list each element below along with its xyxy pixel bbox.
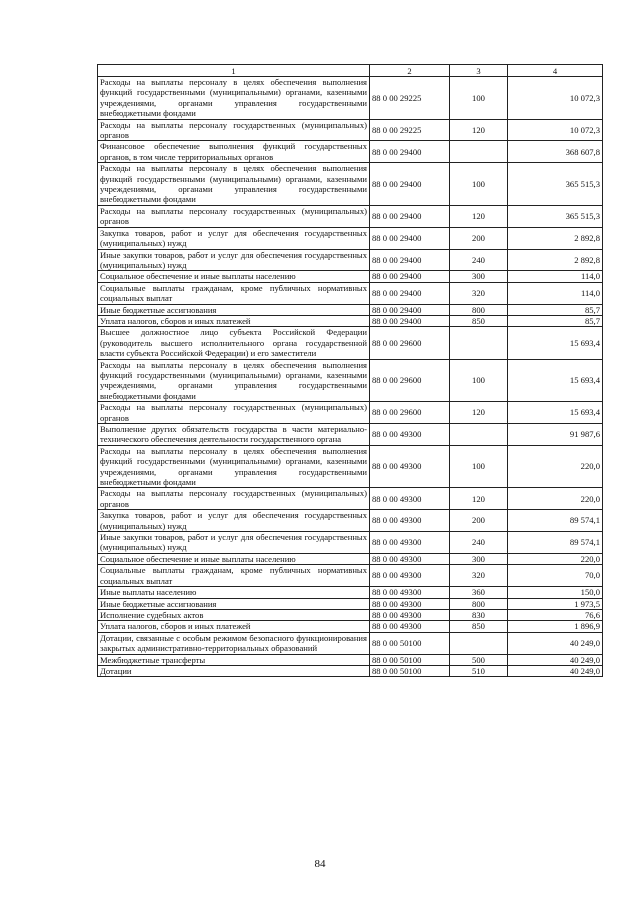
- table-row: [98, 141, 603, 163]
- row-expense-type-cell: 120: [450, 205, 508, 227]
- row-sum-cell: 40 249,0: [508, 665, 603, 676]
- table-row: [98, 665, 603, 676]
- row-code-cell: 88 0 00 29600: [370, 359, 450, 402]
- table-row: [98, 553, 603, 564]
- table-row: [98, 77, 603, 120]
- row-code-cell: 88 0 00 49300: [370, 532, 450, 554]
- row-sum-cell: 365 515,3: [508, 163, 603, 206]
- table-row: [98, 587, 603, 598]
- table-row: [98, 271, 603, 282]
- row-sum-cell: 1 896,9: [508, 621, 603, 632]
- row-expense-type-cell: 240: [450, 249, 508, 271]
- table-row: [98, 359, 603, 402]
- row-sum-cell: 40 249,0: [508, 654, 603, 665]
- row-code-cell: 88 0 00 50100: [370, 632, 450, 654]
- row-sum-cell: 368 607,8: [508, 141, 603, 163]
- table-row: [98, 315, 603, 326]
- table-row: [98, 510, 603, 532]
- row-expense-type-cell: 510: [450, 665, 508, 676]
- row-sum-cell: 89 574,1: [508, 532, 603, 554]
- row-sum-cell: 85,7: [508, 304, 603, 315]
- row-sum-cell: 150,0: [508, 587, 603, 598]
- table-row: [98, 227, 603, 249]
- row-sum-cell: 15 693,4: [508, 327, 603, 359]
- row-expense-type-cell: 100: [450, 359, 508, 402]
- row-code-cell: 88 0 00 29225: [370, 77, 450, 120]
- row-name-cell: Межбюджетные трансферты: [98, 654, 370, 665]
- row-name-cell: Социальное обеспечение и иные выплаты населению: [98, 553, 370, 564]
- row-sum-cell: 10 072,3: [508, 119, 603, 141]
- row-expense-type-cell: 360: [450, 587, 508, 598]
- row-sum-cell: 76,6: [508, 609, 603, 620]
- row-expense-type-cell: 300: [450, 553, 508, 564]
- row-name-cell: Расходы на выплаты персоналу в целях обеспечения выполнения функций государственными (муниципальными) органами, казенными учреждениями, органами управления государственными внебюджетными фондами: [98, 359, 370, 402]
- table-row: [98, 402, 603, 424]
- row-expense-type-cell: 320: [450, 565, 508, 587]
- row-code-cell: 88 0 00 29400: [370, 315, 450, 326]
- table-row: [98, 327, 603, 359]
- row-expense-type-cell: 100: [450, 77, 508, 120]
- table-row: [98, 598, 603, 609]
- row-code-cell: 88 0 00 49300: [370, 488, 450, 510]
- row-sum-cell: 91 987,6: [508, 424, 603, 446]
- table-row: [98, 609, 603, 620]
- row-sum-cell: 220,0: [508, 553, 603, 564]
- row-sum-cell: 220,0: [508, 445, 603, 488]
- row-code-cell: 88 0 00 29400: [370, 304, 450, 315]
- header-row: [98, 65, 603, 77]
- table-row: [98, 163, 603, 206]
- row-sum-cell: 365 515,3: [508, 205, 603, 227]
- row-sum-cell: 85,7: [508, 315, 603, 326]
- row-sum-cell: 15 693,4: [508, 402, 603, 424]
- row-name-cell: Иные выплаты населению: [98, 587, 370, 598]
- header-col-3: 3: [450, 65, 508, 77]
- row-sum-cell: 40 249,0: [508, 632, 603, 654]
- row-code-cell: 88 0 00 29400: [370, 227, 450, 249]
- row-sum-cell: 15 693,4: [508, 359, 603, 402]
- row-name-cell: Высшее должностное лицо субъекта Российской Федерации (руководитель высшего исполнительного органа государственной власти субъекта Российской Федерации) и его заместители: [98, 327, 370, 359]
- row-code-cell: 88 0 00 29600: [370, 402, 450, 424]
- row-code-cell: 88 0 00 49300: [370, 621, 450, 632]
- row-expense-type-cell: 500: [450, 654, 508, 665]
- row-expense-type-cell: 830: [450, 609, 508, 620]
- row-code-cell: 88 0 00 29400: [370, 249, 450, 271]
- row-code-cell: 88 0 00 49300: [370, 553, 450, 564]
- row-code-cell: 88 0 00 50100: [370, 654, 450, 665]
- row-expense-type-cell: 320: [450, 282, 508, 304]
- row-code-cell: 88 0 00 49300: [370, 587, 450, 598]
- row-name-cell: Иные закупки товаров, работ и услуг для обеспечения государственных (муниципальных) нужд: [98, 249, 370, 271]
- row-name-cell: Расходы на выплаты персоналу государственных (муниципальных) органов: [98, 119, 370, 141]
- row-name-cell: Уплата налогов, сборов и иных платежей: [98, 621, 370, 632]
- row-name-cell: Закупка товаров, работ и услуг для обеспечения государственных (муниципальных) нужд: [98, 510, 370, 532]
- row-expense-type-cell: 800: [450, 598, 508, 609]
- row-sum-cell: 10 072,3: [508, 77, 603, 120]
- row-expense-type-cell: [450, 141, 508, 163]
- table-row: [98, 249, 603, 271]
- row-expense-type-cell: 200: [450, 510, 508, 532]
- table-row: [98, 621, 603, 632]
- table-row: [98, 532, 603, 554]
- row-expense-type-cell: 120: [450, 119, 508, 141]
- row-name-cell: Расходы на выплаты персоналу в целях обеспечения выполнения функций государственными (муниципальными) органами, казенными учреждениями, органами управления государственными внебюджетными фондами: [98, 445, 370, 488]
- header-col-4: 4: [508, 65, 603, 77]
- row-code-cell: 88 0 00 49300: [370, 565, 450, 587]
- row-name-cell: Расходы на выплаты персоналу в целях обеспечения выполнения функций государственными (муниципальными) органами, казенными учреждениями, органами управления государственными внебюджетными фондами: [98, 163, 370, 206]
- row-code-cell: 88 0 00 49300: [370, 609, 450, 620]
- table-row: [98, 632, 603, 654]
- row-name-cell: Закупка товаров, работ и услуг для обеспечения государственных (муниципальных) нужд: [98, 227, 370, 249]
- row-name-cell: Расходы на выплаты персоналу государственных (муниципальных) органов: [98, 402, 370, 424]
- row-code-cell: 88 0 00 29400: [370, 163, 450, 206]
- row-expense-type-cell: 800: [450, 304, 508, 315]
- row-name-cell: Расходы на выплаты персоналу государственных (муниципальных) органов: [98, 205, 370, 227]
- row-name-cell: Уплата налогов, сборов и иных платежей: [98, 315, 370, 326]
- row-expense-type-cell: 850: [450, 315, 508, 326]
- row-code-cell: 88 0 00 49300: [370, 598, 450, 609]
- table-row: [98, 445, 603, 488]
- row-sum-cell: 114,0: [508, 282, 603, 304]
- row-code-cell: 88 0 00 29400: [370, 271, 450, 282]
- row-sum-cell: 220,0: [508, 488, 603, 510]
- row-sum-cell: 2 892,8: [508, 227, 603, 249]
- row-code-cell: 88 0 00 49300: [370, 424, 450, 446]
- row-code-cell: 88 0 00 29400: [370, 282, 450, 304]
- row-name-cell: Расходы на выплаты персоналу в целях обеспечения выполнения функций государственными (муниципальными) органами, казенными учреждениями, органами управления государственными внебюджетными фондами: [98, 77, 370, 120]
- row-expense-type-cell: [450, 632, 508, 654]
- row-sum-cell: 2 892,8: [508, 249, 603, 271]
- row-name-cell: Выполнение других обязательств государства в части материально-технического обеспечения деятельности государственного органа: [98, 424, 370, 446]
- table-row: [98, 654, 603, 665]
- row-name-cell: Иные бюджетные ассигнования: [98, 598, 370, 609]
- budget-table: [97, 64, 603, 677]
- table-row: [98, 424, 603, 446]
- table-row: [98, 488, 603, 510]
- row-name-cell: Социальное обеспечение и иные выплаты населению: [98, 271, 370, 282]
- table-row: [98, 282, 603, 304]
- row-expense-type-cell: [450, 424, 508, 446]
- row-name-cell: Иные закупки товаров, работ и услуг для обеспечения государственных (муниципальных) нужд: [98, 532, 370, 554]
- row-name-cell: Иные бюджетные ассигнования: [98, 304, 370, 315]
- row-expense-type-cell: 300: [450, 271, 508, 282]
- row-code-cell: 88 0 00 29225: [370, 119, 450, 141]
- row-name-cell: Дотации: [98, 665, 370, 676]
- table-row: [98, 119, 603, 141]
- row-expense-type-cell: 120: [450, 488, 508, 510]
- row-expense-type-cell: 200: [450, 227, 508, 249]
- row-name-cell: Дотации, связанные с особым режимом безопасного функционирования закрытых административно-территориальных образований: [98, 632, 370, 654]
- page-number: 84: [314, 858, 326, 870]
- row-expense-type-cell: 850: [450, 621, 508, 632]
- header-col-1: 1: [98, 65, 370, 77]
- row-expense-type-cell: 100: [450, 163, 508, 206]
- table-row: [98, 304, 603, 315]
- table-body: [98, 77, 603, 677]
- row-expense-type-cell: 240: [450, 532, 508, 554]
- row-name-cell: Финансовое обеспечение выполнения функций государственных органов, в том числе территориальных органов: [98, 141, 370, 163]
- table-row: [98, 205, 603, 227]
- row-expense-type-cell: 120: [450, 402, 508, 424]
- row-sum-cell: 114,0: [508, 271, 603, 282]
- row-code-cell: 88 0 00 50100: [370, 665, 450, 676]
- row-name-cell: Социальные выплаты гражданам, кроме публичных нормативных социальных выплат: [98, 282, 370, 304]
- row-code-cell: 88 0 00 29400: [370, 205, 450, 227]
- row-expense-type-cell: [450, 327, 508, 359]
- header-col-2: 2: [370, 65, 450, 77]
- row-code-cell: 88 0 00 29400: [370, 141, 450, 163]
- row-code-cell: 88 0 00 49300: [370, 445, 450, 488]
- row-expense-type-cell: 100: [450, 445, 508, 488]
- row-name-cell: Расходы на выплаты персоналу государственных (муниципальных) органов: [98, 488, 370, 510]
- row-sum-cell: 89 574,1: [508, 510, 603, 532]
- row-sum-cell: 1 973,5: [508, 598, 603, 609]
- row-sum-cell: 70,0: [508, 565, 603, 587]
- table-row: [98, 565, 603, 587]
- row-name-cell: Исполнение судебных актов: [98, 609, 370, 620]
- row-code-cell: 88 0 00 49300: [370, 510, 450, 532]
- row-name-cell: Социальные выплаты гражданам, кроме публичных нормативных социальных выплат: [98, 565, 370, 587]
- row-code-cell: 88 0 00 29600: [370, 327, 450, 359]
